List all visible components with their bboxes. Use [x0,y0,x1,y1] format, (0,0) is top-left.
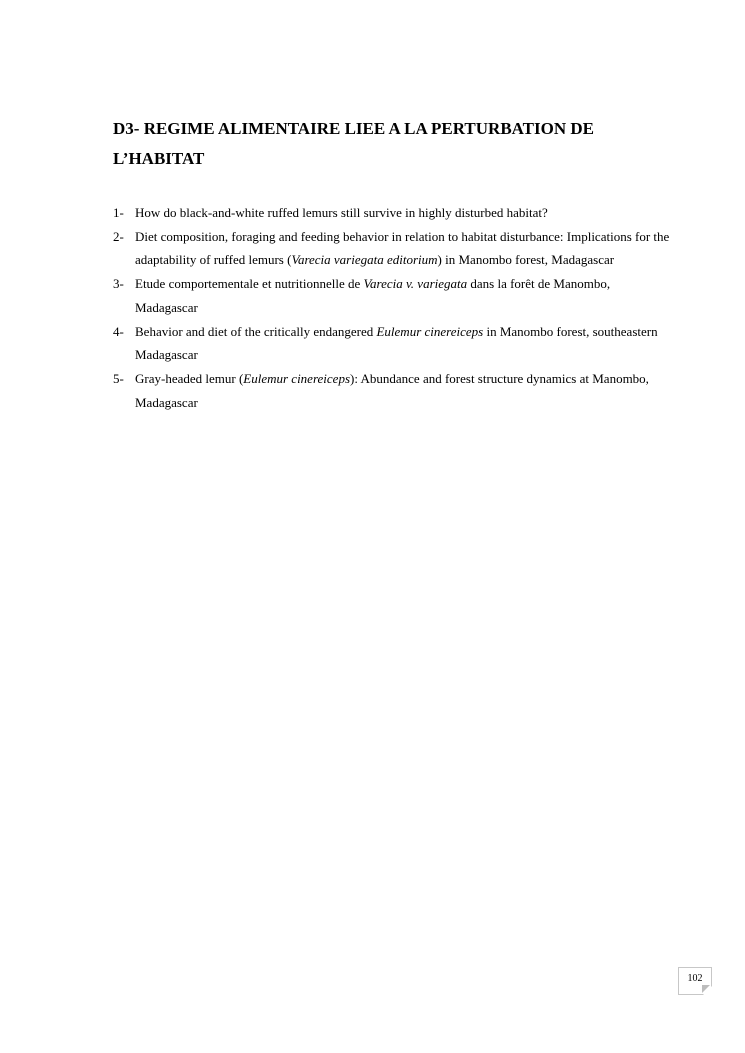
reference-number: 3- [113,276,124,292]
reference-text: Diet composition, foraging and feeding behavior in relation to habitat disturbance: Implications for the adaptability of ruffed lemurs ( [135,228,670,268]
reference-number: 5- [113,370,124,386]
reference-text-end: ) in Manombo forest, Madagascar [437,252,615,268]
reference-species-name: Varecia variegata editorium [291,252,438,268]
reference-text-end: in Manombo forest, southeastern Madagascar [135,323,658,363]
reference-species-name: Eulemur cinereiceps [243,370,351,386]
reference-list [113,201,676,414]
reference-species-name: Eulemur cinereiceps [376,323,484,339]
section-heading [113,114,676,174]
page-fold-icon [702,985,710,993]
reference-number: 4- [113,323,124,339]
reference-item [113,225,676,272]
reference-item [113,201,676,225]
reference-text: How do black-and-white ruffed lemurs still survive in highly disturbed habitat? [135,205,548,220]
section-heading-line-1: D3- REGIME ALIMENTAIRE LIEE A LA PERTURBATION DE [113,119,594,138]
reference-item [113,272,676,319]
reference-text: Gray-headed lemur ( [135,370,244,386]
reference-text: Behavior and diet of the critically endangered [135,323,377,339]
reference-text: Etude comportementale et nutritionnelle de [135,276,364,292]
section-heading-line-2: L’HABITAT [113,149,205,168]
reference-species-name: Varecia v. variegata [363,276,468,292]
reference-number: 1- [113,205,124,220]
reference-number: 2- [113,228,124,244]
page-number: 102 [687,973,703,984]
reference-item [113,320,676,367]
reference-text-end: ): Abundance and forest structure dynamics at Manombo, Madagascar [135,370,649,410]
reference-item [113,367,676,414]
page-number-badge [678,967,712,995]
reference-text-end: dans la forêt de Manombo, Madagascar [135,276,611,315]
